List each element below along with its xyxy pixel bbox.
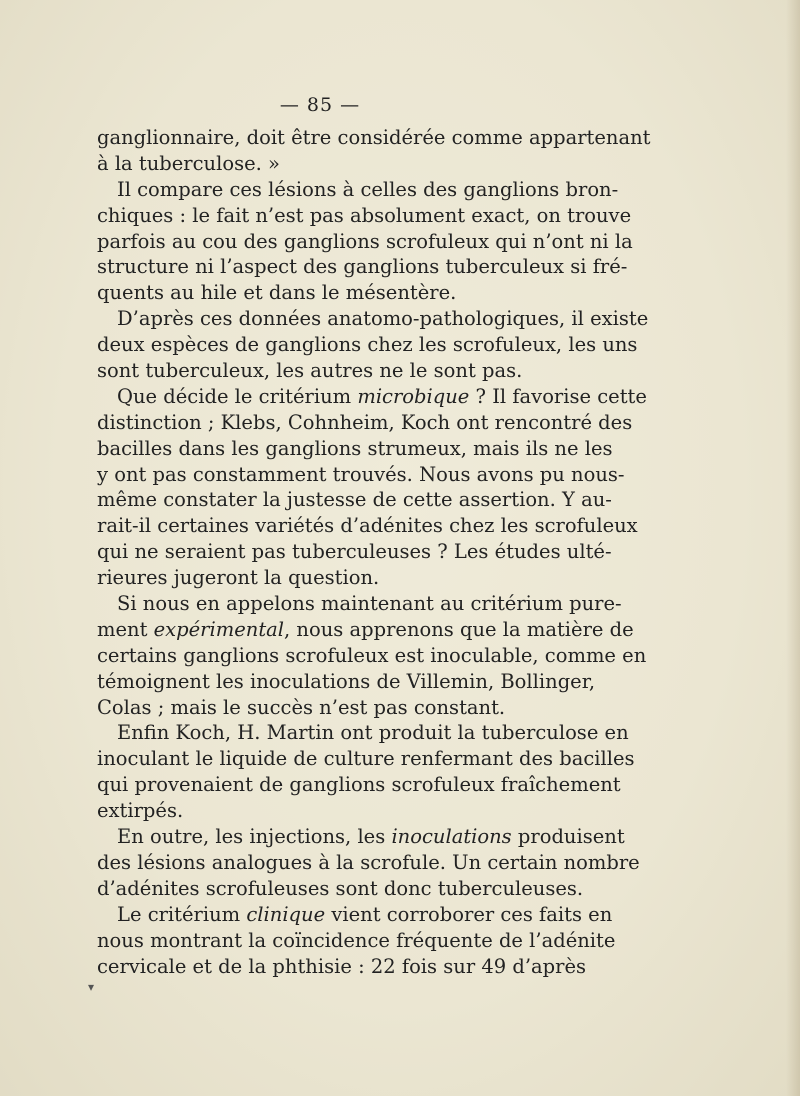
- text-line: [97, 954, 587, 980]
- text-segment: témoignent les inoculations de Villemin, Bollinger,: [97, 669, 596, 693]
- text-segment: inoculant le liquide de culture renfermant des bacilles: [97, 747, 635, 771]
- text-segment: y ont pas constamment trouvés. Nous avons pu nous-: [97, 462, 625, 486]
- text-line: [97, 539, 612, 565]
- body-text: [97, 125, 651, 979]
- text-segment: ? Il favorise cette: [469, 384, 647, 408]
- text-segment: chiques : le fait n’est pas absolument exact, on trouve: [97, 203, 632, 227]
- text-line: [97, 384, 647, 410]
- text-segment: vient corroborer ces faits en: [325, 902, 613, 926]
- text-segment: des lésions analogues à la scrofule. Un certain nombre: [97, 850, 640, 874]
- text-segment: qui ne seraient pas tuberculeuses ? Les études ulté-: [97, 540, 612, 564]
- text-segment: à la tuberculose. »: [97, 151, 280, 175]
- text-segment: certains ganglions scrofuleux est inoculable, comme en: [97, 643, 647, 667]
- text-segment: distinction ; Klebs, Cohnheim, Koch ont rencontré des: [97, 410, 633, 434]
- italic-term: inoculations: [391, 825, 512, 849]
- text-line: [97, 410, 633, 436]
- text-segment: sont tuberculeux, les autres ne le sont pas.: [97, 359, 523, 383]
- text-line: [97, 824, 625, 850]
- text-line: [97, 125, 651, 151]
- text-segment: structure ni l’aspect des ganglions tuberculeux si fré-: [97, 255, 628, 279]
- text-line: [97, 850, 640, 876]
- page-edge-shadow: [786, 0, 800, 1096]
- ink-mark: ▾: [88, 980, 95, 994]
- text-segment: deux espèces de ganglions chez les scrofuleux, les uns: [97, 333, 638, 357]
- text-line: [97, 720, 629, 746]
- text-segment: Que décide le critérium: [117, 384, 358, 408]
- text-line: [97, 332, 638, 358]
- text-line: [97, 151, 560, 177]
- italic-term: clinique: [246, 902, 326, 926]
- text-segment: cervicale et de la phthisie : 22 fois sur 49 d’après: [97, 954, 587, 978]
- text-segment: nous montrant la coïncidence fréquente de l’adénite: [97, 928, 616, 952]
- text-line: [97, 746, 635, 772]
- page-number: — 85 —: [279, 94, 361, 116]
- text-line: [97, 695, 560, 721]
- text-segment: Enfin Koch, H. Martin ont produit la tuberculose en: [117, 721, 629, 745]
- text-line: [97, 462, 625, 488]
- text-line: [97, 876, 584, 902]
- text-segment: d’adénites scrofuleuses sont donc tuberculeuses.: [97, 876, 584, 900]
- text-line: [97, 617, 634, 643]
- text-segment: rieures jugeront la question.: [97, 566, 380, 590]
- text-segment: En outre, les injections, les: [117, 825, 392, 849]
- text-segment: quents au hile et dans le mésentère.: [97, 281, 457, 305]
- text-line: [97, 772, 621, 798]
- text-line: [97, 643, 647, 669]
- text-segment: Colas ; mais le succès n’est pas constant.: [97, 695, 506, 719]
- text-line: [97, 203, 632, 229]
- text-segment: même constater la justesse de cette assertion. Y au-: [97, 488, 612, 512]
- text-line: [97, 229, 633, 255]
- text-line: [97, 358, 560, 384]
- italic-term: microbique: [357, 384, 470, 408]
- text-segment: ment: [97, 617, 154, 641]
- text-segment: parfois au cou des ganglions scrofuleux qui n’ont ni la: [97, 229, 633, 253]
- text-line: [97, 591, 622, 617]
- text-line: [97, 306, 649, 332]
- text-segment: extirpés.: [97, 799, 184, 823]
- text-segment: D’après ces données anatomo-pathologiques, il existe: [117, 307, 649, 331]
- text-segment: ganglionnaire, doit être considérée comme appartenant: [97, 126, 651, 149]
- text-segment: qui provenaient de ganglions scrofuleux fraîchement: [97, 773, 621, 797]
- text-line: [97, 928, 616, 954]
- text-line: [97, 280, 560, 306]
- text-segment: bacilles dans les ganglions strumeux, mais ils ne les: [97, 436, 613, 460]
- text-segment: Le critérium: [117, 902, 247, 926]
- text-line: [97, 254, 628, 280]
- text-line: [97, 902, 613, 928]
- text-line: [97, 565, 560, 591]
- text-line: [97, 436, 613, 462]
- text-line: [97, 487, 612, 513]
- text-segment: produisent: [511, 825, 625, 849]
- text-line: [97, 513, 638, 539]
- text-segment: Si nous en appelons maintenant au critérium pure-: [117, 592, 622, 616]
- text-line: [97, 669, 596, 695]
- italic-term: expérimental: [153, 617, 285, 641]
- text-segment: , nous apprenons que la matière de: [284, 617, 634, 641]
- text-line: [97, 177, 619, 203]
- text-segment: Il compare ces lésions à celles des ganglions bron-: [117, 177, 619, 201]
- text-segment: rait-il certaines variétés d’adénites chez les scrofuleux: [97, 514, 638, 538]
- text-line: [97, 798, 560, 824]
